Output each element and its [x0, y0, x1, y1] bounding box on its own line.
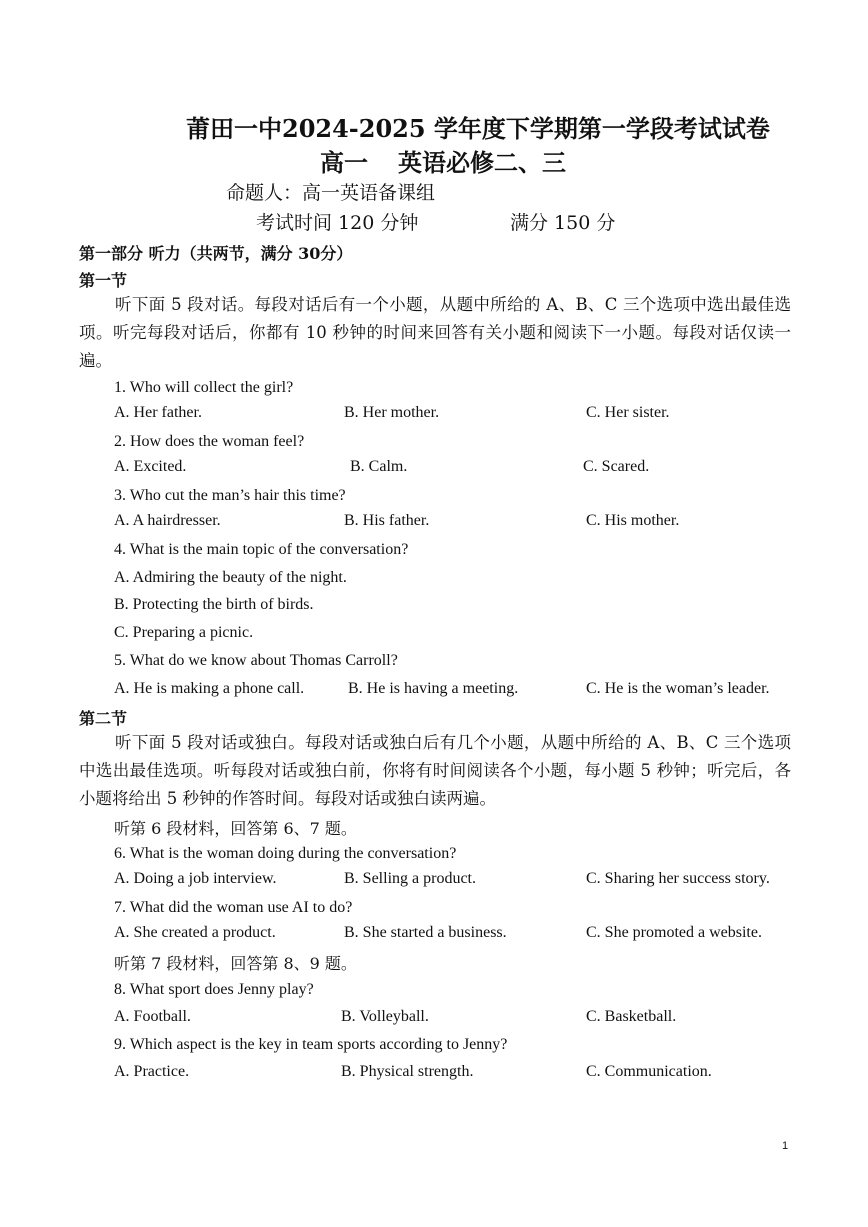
option-b: B. She started a business.	[344, 924, 507, 941]
option-c: C. Preparing a picnic.	[114, 624, 254, 641]
section2-instructions: 听下面 5 段对话或独白。每段对话或独白后有几个小题，从题中所给的 A、B、C 三个选项中选出最佳选项。听每段对话或独白前，你将有时间阅读各个小题，每小题 5 秒钟；听完后，各小题将给出 5 秒钟的作答时间。每段对话或独白读两遍。	[79, 733, 791, 808]
option-b: B. Protecting the birth of birds.	[114, 596, 314, 613]
subtitle-subject: 英语必修二、三	[398, 148, 566, 177]
exam-subtitle	[320, 143, 566, 178]
option-c: C. Sharing her success story.	[586, 870, 770, 887]
option-c: C. Basketball.	[586, 1008, 677, 1025]
option-b: B. He is having a meeting.	[348, 680, 519, 697]
question-stem: 3. Who cut the man’s hair this time?	[114, 487, 346, 504]
option-c: C. Communication.	[586, 1063, 712, 1080]
option-a: A. Football.	[114, 1008, 191, 1025]
option-b: B. Her mother.	[344, 404, 440, 421]
question-stem: 5. What do we know about Thomas Carroll?	[114, 652, 398, 669]
option-a: A. Practice.	[114, 1063, 190, 1080]
option-a: A. Her father.	[114, 404, 202, 421]
section2-heading: 第二节	[79, 709, 128, 728]
question-stem: 7. What did the woman use AI to do?	[114, 899, 353, 916]
exam-time: 考试时间 120 分钟	[256, 212, 419, 234]
option-a: A. Doing a job interview.	[114, 870, 277, 887]
exam-author: 命题人：高一英语备课组	[226, 182, 436, 204]
option-a: A. Admiring the beauty of the night.	[114, 569, 347, 586]
option-a: A. She created a product.	[114, 924, 276, 941]
option-a: A. Excited.	[114, 458, 187, 475]
question-stem: 6. What is the woman doing during the conversation?	[114, 845, 457, 862]
question-stem: 9. Which aspect is the key in team sports according to Jenny?	[114, 1036, 508, 1053]
part1-heading: 第一部分 听力（共两节，满分 30分）	[79, 244, 353, 263]
option-b: B. His father.	[344, 512, 430, 529]
exam-full-score: 满分 150 分	[510, 212, 616, 234]
page-number: 1	[782, 1140, 789, 1152]
option-c: C. She promoted a website.	[586, 924, 762, 941]
option-b: B. Physical strength.	[341, 1063, 474, 1080]
option-c: C. He is the woman’s leader.	[586, 680, 770, 697]
question-stem: 1. Who will collect the girl?	[114, 379, 294, 396]
option-c: C. Her sister.	[586, 404, 670, 421]
option-b: B. Volleyball.	[341, 1008, 429, 1025]
section1-instructions: 听下面 5 段对话。每段对话后有一个小题，从题中所给的 A、B、C 三个选项中选出最佳选项。听完每段对话后，你都有 10 秒钟的时间来回答有关小题和阅读下一小题。每段对话仅读一遍。	[79, 295, 791, 370]
question-stem: 8. What sport does Jenny play?	[114, 981, 314, 998]
question-stem: 2. How does the woman feel?	[114, 433, 305, 450]
section1-heading: 第一节	[79, 271, 128, 290]
option-a: A. A hairdresser.	[114, 512, 221, 529]
option-c: C. His mother.	[586, 512, 680, 529]
option-c: C. Scared.	[583, 458, 650, 475]
question-stem: 4. What is the main topic of the conversation?	[114, 541, 409, 558]
option-a: A. He is making a phone call.	[114, 680, 305, 697]
material-note: 听第 6 段材料，回答第 6、7 题。	[114, 819, 357, 838]
material-note: 听第 7 段材料，回答第 8、9 题。	[114, 954, 357, 973]
exam-title: 莆田一中2024-2025 学年度下学期第一学段考试试卷	[186, 114, 770, 143]
option-b: B. Calm.	[350, 458, 408, 475]
subtitle-grade: 高一	[320, 148, 368, 177]
option-b: B. Selling a product.	[344, 870, 476, 887]
